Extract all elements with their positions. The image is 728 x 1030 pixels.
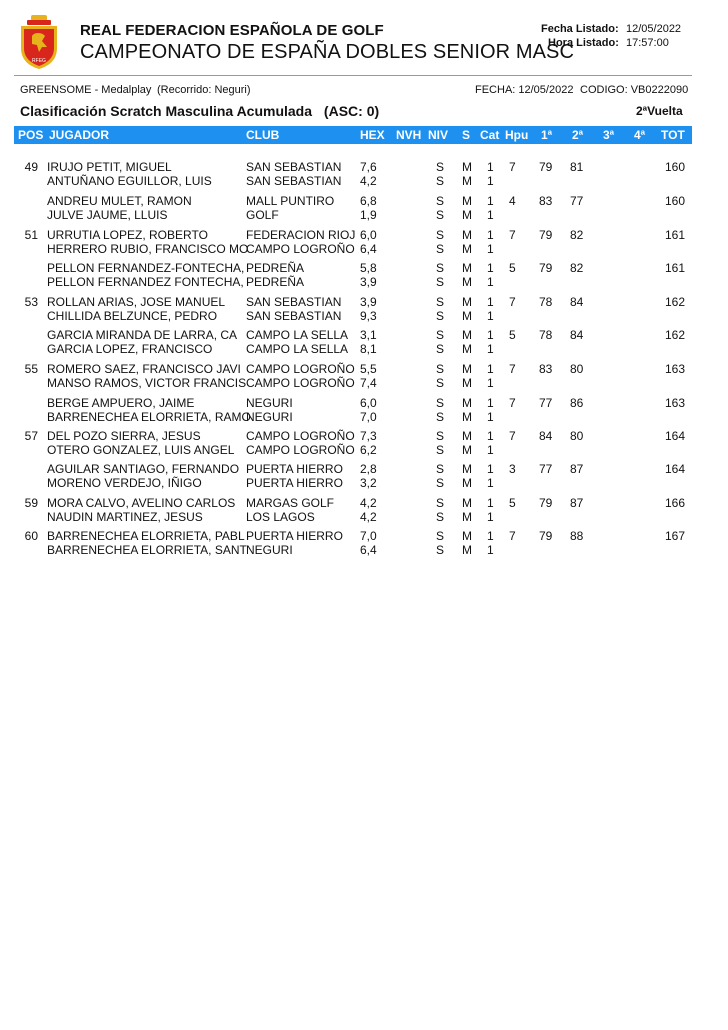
listing-date-label: Fecha Listado: bbox=[541, 23, 619, 35]
table-row bbox=[0, 295, 728, 325]
listing-time: 17:57:00 bbox=[626, 37, 669, 49]
player-2-club: CAMPO LOGROÑO bbox=[246, 242, 355, 256]
player-1-level: S bbox=[436, 396, 445, 410]
col-nvh: NVH bbox=[396, 128, 422, 142]
player-2-sex: M bbox=[462, 443, 472, 457]
player-2-level: S bbox=[436, 275, 445, 289]
player-1-category: 1 bbox=[487, 160, 494, 174]
player-2-sex: M bbox=[462, 174, 472, 188]
player-2-handicap: 4,2 bbox=[360, 174, 377, 188]
player-2-name: JULVE JAUME, LLUIS bbox=[47, 208, 168, 222]
player-2-club: NEGURI bbox=[246, 543, 293, 557]
total-score: 163 bbox=[664, 362, 685, 376]
player-2-name: BARRENECHEA ELORRIETA, RAMO bbox=[47, 410, 251, 424]
row-position: 57 bbox=[24, 429, 38, 443]
player-2-category: 1 bbox=[487, 342, 494, 356]
player-2-club: LOS LAGOS bbox=[246, 510, 315, 524]
col-pos: POS bbox=[18, 128, 44, 142]
player-1-club: NEGURI bbox=[246, 396, 293, 410]
player-2-club: GOLF bbox=[246, 208, 279, 222]
total-score: 164 bbox=[664, 429, 685, 443]
player-2-handicap: 6,2 bbox=[360, 443, 377, 457]
player-1-sex: M bbox=[462, 529, 472, 543]
total-score: 163 bbox=[664, 396, 685, 410]
player-1-handicap: 6,0 bbox=[360, 396, 377, 410]
player-1-handicap: 7,0 bbox=[360, 529, 377, 543]
player-1-sex: M bbox=[462, 194, 472, 208]
player-2-level: S bbox=[436, 410, 445, 424]
round-1-score: 78 bbox=[539, 328, 553, 342]
player-1-club: MARGAS GOLF bbox=[246, 496, 335, 510]
player-1-club: PEDREÑA bbox=[246, 261, 305, 275]
asc-value: (ASC: 0) bbox=[323, 103, 380, 119]
round-2-score: 84 bbox=[570, 328, 584, 342]
player-1-handicap: 6,0 bbox=[360, 228, 377, 242]
header-divider bbox=[14, 75, 692, 76]
player-2-level: S bbox=[436, 510, 445, 524]
player-1-handicap: 7,3 bbox=[360, 429, 377, 443]
player-1-sex: M bbox=[462, 429, 472, 443]
player-1-level: S bbox=[436, 160, 445, 174]
total-score: 161 bbox=[664, 261, 685, 275]
round-2-score: 87 bbox=[570, 496, 584, 510]
player-1-name: DEL POZO SIERRA, JESUS bbox=[47, 429, 201, 443]
svg-text:RFEG: RFEG bbox=[32, 58, 46, 64]
row-position: 49 bbox=[24, 160, 38, 174]
col-cat: Cat bbox=[480, 128, 500, 142]
player-1-club: SAN SEBASTIAN bbox=[246, 160, 342, 174]
col-s: S bbox=[462, 128, 471, 142]
player-2-category: 1 bbox=[487, 476, 494, 490]
player-1-handicap: 6,8 bbox=[360, 194, 377, 208]
player-1-category: 1 bbox=[487, 194, 494, 208]
table-row bbox=[0, 496, 728, 526]
hpu-value: 7 bbox=[509, 529, 516, 543]
player-2-name: BARRENECHEA ELORRIETA, SANT bbox=[47, 543, 247, 557]
player-1-handicap: 5,8 bbox=[360, 261, 377, 275]
player-2-sex: M bbox=[462, 410, 472, 424]
round-2-score: 87 bbox=[570, 462, 584, 476]
player-2-name: PELLON FERNANDEZ FONTECHA, bbox=[47, 275, 244, 289]
player-2-handicap: 1,9 bbox=[360, 208, 377, 222]
player-1-name: GARCIA MIRANDA DE LARRA, CA bbox=[47, 328, 238, 342]
player-2-sex: M bbox=[462, 510, 472, 524]
player-1-name: URRUTIA LOPEZ, ROBERTO bbox=[47, 228, 208, 242]
player-2-handicap: 6,4 bbox=[360, 543, 377, 557]
player-2-level: S bbox=[436, 543, 445, 557]
player-1-level: S bbox=[436, 261, 445, 275]
total-score: 167 bbox=[664, 529, 685, 543]
round-2-score: 86 bbox=[570, 396, 584, 410]
player-1-category: 1 bbox=[487, 462, 494, 476]
event-title: CAMPEONATO DE ESPAÑA DOBLES SENIOR MASC bbox=[80, 41, 575, 63]
hpu-value: 3 bbox=[509, 462, 516, 476]
table-row bbox=[0, 194, 728, 224]
player-1-sex: M bbox=[462, 396, 472, 410]
player-2-category: 1 bbox=[487, 174, 494, 188]
player-1-level: S bbox=[436, 194, 445, 208]
listing-date: 12/05/2022 bbox=[626, 23, 682, 35]
player-2-name: HERRERO RUBIO, FRANCISCO MO bbox=[47, 242, 249, 256]
player-2-level: S bbox=[436, 476, 445, 490]
player-1-name: PELLON FERNANDEZ-FONTECHA, bbox=[47, 261, 245, 275]
player-1-club: SAN SEBASTIAN bbox=[246, 295, 342, 309]
player-2-category: 1 bbox=[487, 510, 494, 524]
player-2-handicap: 9,3 bbox=[360, 309, 377, 323]
player-1-level: S bbox=[436, 529, 445, 543]
player-1-category: 1 bbox=[487, 261, 494, 275]
total-score: 160 bbox=[664, 194, 685, 208]
table-row bbox=[0, 429, 728, 459]
player-1-handicap: 3,9 bbox=[360, 295, 377, 309]
player-2-name: CHILLIDA BELZUNCE, PEDRO bbox=[47, 309, 218, 323]
hpu-value: 7 bbox=[509, 362, 516, 376]
hpu-value: 7 bbox=[509, 295, 516, 309]
table-row bbox=[0, 362, 728, 392]
player-2-sex: M bbox=[462, 543, 472, 557]
player-1-category: 1 bbox=[487, 228, 494, 242]
player-2-level: S bbox=[436, 443, 445, 457]
player-1-level: S bbox=[436, 228, 445, 242]
player-1-sex: M bbox=[462, 462, 472, 476]
round-1-score: 79 bbox=[539, 160, 553, 174]
player-1-category: 1 bbox=[487, 429, 494, 443]
player-1-sex: M bbox=[462, 295, 472, 309]
col-niv: NIV bbox=[428, 128, 449, 142]
player-2-club: SAN SEBASTIAN bbox=[246, 174, 342, 188]
total-score: 166 bbox=[664, 496, 685, 510]
table-row bbox=[0, 328, 728, 358]
player-2-sex: M bbox=[462, 242, 472, 256]
hpu-value: 4 bbox=[509, 194, 516, 208]
round-1-score: 79 bbox=[539, 228, 553, 242]
round-2-score: 82 bbox=[570, 228, 584, 242]
row-position: 53 bbox=[24, 295, 38, 309]
classification-name: Clasificación Scratch Masculina Acumulada bbox=[20, 103, 313, 119]
player-2-club: PUERTA HIERRO bbox=[246, 476, 343, 490]
player-1-sex: M bbox=[462, 261, 472, 275]
table-row bbox=[0, 160, 728, 190]
player-2-handicap: 3,2 bbox=[360, 476, 377, 490]
player-1-club: PUERTA HIERRO bbox=[246, 529, 343, 543]
player-2-category: 1 bbox=[487, 410, 494, 424]
player-1-name: IRUJO PETIT, MIGUEL bbox=[47, 160, 172, 174]
table-row bbox=[0, 529, 728, 559]
player-2-sex: M bbox=[462, 208, 472, 222]
round-1-score: 77 bbox=[539, 462, 553, 476]
player-1-handicap: 2,8 bbox=[360, 462, 377, 476]
player-1-name: ROMERO SAEZ, FRANCISCO JAVI bbox=[47, 362, 241, 376]
col-round-4: 4ª bbox=[634, 128, 646, 142]
round-1-score: 79 bbox=[539, 529, 553, 543]
hpu-value: 7 bbox=[509, 429, 516, 443]
round-1-score: 83 bbox=[539, 362, 553, 376]
player-1-category: 1 bbox=[487, 295, 494, 309]
round-1-score: 79 bbox=[539, 261, 553, 275]
player-2-category: 1 bbox=[487, 275, 494, 289]
player-2-name: MANSO RAMOS, VICTOR FRANCIS bbox=[47, 376, 247, 390]
player-2-sex: M bbox=[462, 376, 472, 390]
row-position: 55 bbox=[24, 362, 38, 376]
player-2-handicap: 6,4 bbox=[360, 242, 377, 256]
player-1-handicap: 3,1 bbox=[360, 328, 377, 342]
player-2-club: SAN SEBASTIAN bbox=[246, 309, 342, 323]
player-2-sex: M bbox=[462, 476, 472, 490]
player-2-category: 1 bbox=[487, 443, 494, 457]
player-2-club: CAMPO LOGROÑO bbox=[246, 443, 355, 457]
col-round-1: 1ª bbox=[541, 128, 553, 142]
player-2-handicap: 4,2 bbox=[360, 510, 377, 524]
player-1-club: CAMPO LOGROÑO bbox=[246, 429, 355, 443]
player-1-level: S bbox=[436, 496, 445, 510]
table-row bbox=[0, 396, 728, 426]
player-1-club: CAMPO LA SELLA bbox=[246, 328, 349, 342]
col-hex: HEX bbox=[360, 128, 385, 142]
player-2-sex: M bbox=[462, 342, 472, 356]
player-1-level: S bbox=[436, 362, 445, 376]
player-2-name: NAUDIN MARTINEZ, JESUS bbox=[47, 510, 203, 524]
player-2-category: 1 bbox=[487, 208, 494, 222]
listing-time-label: Hora Listado: bbox=[548, 37, 619, 49]
player-2-level: S bbox=[436, 376, 445, 390]
total-score: 162 bbox=[664, 295, 685, 309]
player-1-category: 1 bbox=[487, 328, 494, 342]
player-2-name: OTERO GONZALEZ, LUIS ANGEL bbox=[47, 443, 235, 457]
round-label: 2ªVuelta bbox=[636, 104, 683, 118]
round-2-score: 81 bbox=[570, 160, 584, 174]
hpu-value: 5 bbox=[509, 261, 516, 275]
round-2-score: 80 bbox=[570, 362, 584, 376]
player-1-level: S bbox=[436, 295, 445, 309]
player-2-category: 1 bbox=[487, 543, 494, 557]
rfeg-crest-icon bbox=[16, 14, 62, 70]
table-row bbox=[0, 228, 728, 258]
course-name: (Recorrido: Neguri) bbox=[157, 84, 251, 96]
player-1-name: ROLLAN ARIAS, JOSE MANUEL bbox=[47, 295, 226, 309]
player-1-category: 1 bbox=[487, 396, 494, 410]
results-table-header bbox=[14, 126, 692, 144]
player-2-club: CAMPO LOGROÑO bbox=[246, 376, 355, 390]
player-1-level: S bbox=[436, 462, 445, 476]
player-1-name: BERGE AMPUERO, JAIME bbox=[47, 396, 195, 410]
player-2-category: 1 bbox=[487, 242, 494, 256]
player-1-name: MORA CALVO, AVELINO CARLOS bbox=[47, 496, 236, 510]
player-2-level: S bbox=[436, 208, 445, 222]
player-2-club: NEGURI bbox=[246, 410, 293, 424]
competition-format: GREENSOME - Medalplay bbox=[20, 84, 152, 96]
player-2-name: ANTUÑANO EGUILLOR, LUIS bbox=[47, 174, 212, 188]
player-1-level: S bbox=[436, 328, 445, 342]
player-2-category: 1 bbox=[487, 376, 494, 390]
player-2-level: S bbox=[436, 342, 445, 356]
player-1-sex: M bbox=[462, 496, 472, 510]
player-1-club: CAMPO LOGROÑO bbox=[246, 362, 355, 376]
competition-code: CODIGO: VB0222090 bbox=[580, 84, 689, 96]
round-2-score: 77 bbox=[570, 194, 584, 208]
player-1-name: ANDREU MULET, RAMON bbox=[47, 194, 192, 208]
round-1-score: 83 bbox=[539, 194, 553, 208]
round-1-score: 84 bbox=[539, 429, 553, 443]
player-2-club: CAMPO LA SELLA bbox=[246, 342, 349, 356]
table-row bbox=[0, 261, 728, 291]
hpu-value: 7 bbox=[509, 160, 516, 174]
col-hpu: Hpu bbox=[505, 128, 529, 142]
row-position: 51 bbox=[24, 228, 38, 242]
round-2-score: 82 bbox=[570, 261, 584, 275]
hpu-value: 7 bbox=[509, 396, 516, 410]
round-2-score: 80 bbox=[570, 429, 584, 443]
total-score: 164 bbox=[664, 462, 685, 476]
round-1-score: 79 bbox=[539, 496, 553, 510]
player-1-name: BARRENECHEA ELORRIETA, PABL bbox=[47, 529, 245, 543]
total-score: 162 bbox=[664, 328, 685, 342]
player-1-club: MALL PUNTIRO bbox=[246, 194, 335, 208]
col-total: TOT bbox=[661, 128, 685, 142]
classification-title bbox=[20, 103, 379, 119]
player-1-handicap: 7,6 bbox=[360, 160, 377, 174]
col-club: CLUB bbox=[246, 128, 280, 142]
player-2-sex: M bbox=[462, 309, 472, 323]
player-1-sex: M bbox=[462, 228, 472, 242]
player-2-sex: M bbox=[462, 275, 472, 289]
player-1-sex: M bbox=[462, 328, 472, 342]
col-player: JUGADOR bbox=[49, 128, 110, 142]
player-2-name: GARCIA LOPEZ, FRANCISCO bbox=[47, 342, 213, 356]
player-2-name: MORENO VERDEJO, IÑIGO bbox=[47, 476, 202, 490]
player-2-handicap: 7,4 bbox=[360, 376, 377, 390]
player-2-level: S bbox=[436, 309, 445, 323]
player-2-club: PEDREÑA bbox=[246, 275, 305, 289]
player-2-level: S bbox=[436, 174, 445, 188]
total-score: 161 bbox=[664, 228, 685, 242]
player-1-handicap: 4,2 bbox=[360, 496, 377, 510]
row-position: 60 bbox=[24, 529, 38, 543]
player-1-club: PUERTA HIERRO bbox=[246, 462, 343, 476]
competition-date: FECHA: 12/05/2022 bbox=[475, 84, 574, 96]
player-1-category: 1 bbox=[487, 496, 494, 510]
hpu-value: 5 bbox=[509, 328, 516, 342]
player-1-level: S bbox=[436, 429, 445, 443]
col-round-2: 2ª bbox=[572, 128, 584, 142]
player-2-handicap: 3,9 bbox=[360, 275, 377, 289]
player-1-category: 1 bbox=[487, 362, 494, 376]
round-2-score: 84 bbox=[570, 295, 584, 309]
player-1-name: AGUILAR SANTIAGO, FERNANDO bbox=[47, 462, 240, 476]
player-1-sex: M bbox=[462, 362, 472, 376]
player-2-handicap: 8,1 bbox=[360, 342, 377, 356]
hpu-value: 5 bbox=[509, 496, 516, 510]
player-1-club: FEDERACION RIOJ bbox=[246, 228, 356, 242]
table-row bbox=[0, 462, 728, 492]
row-position: 59 bbox=[24, 496, 38, 510]
total-score: 160 bbox=[664, 160, 685, 174]
round-2-score: 88 bbox=[570, 529, 584, 543]
round-1-score: 77 bbox=[539, 396, 553, 410]
player-1-handicap: 5,5 bbox=[360, 362, 377, 376]
organization-name: REAL FEDERACION ESPAÑOLA DE GOLF bbox=[80, 22, 384, 39]
col-round-3: 3ª bbox=[603, 128, 615, 142]
player-2-handicap: 7,0 bbox=[360, 410, 377, 424]
player-1-category: 1 bbox=[487, 529, 494, 543]
hpu-value: 7 bbox=[509, 228, 516, 242]
player-2-category: 1 bbox=[487, 309, 494, 323]
round-1-score: 78 bbox=[539, 295, 553, 309]
player-2-level: S bbox=[436, 242, 445, 256]
player-1-sex: M bbox=[462, 160, 472, 174]
